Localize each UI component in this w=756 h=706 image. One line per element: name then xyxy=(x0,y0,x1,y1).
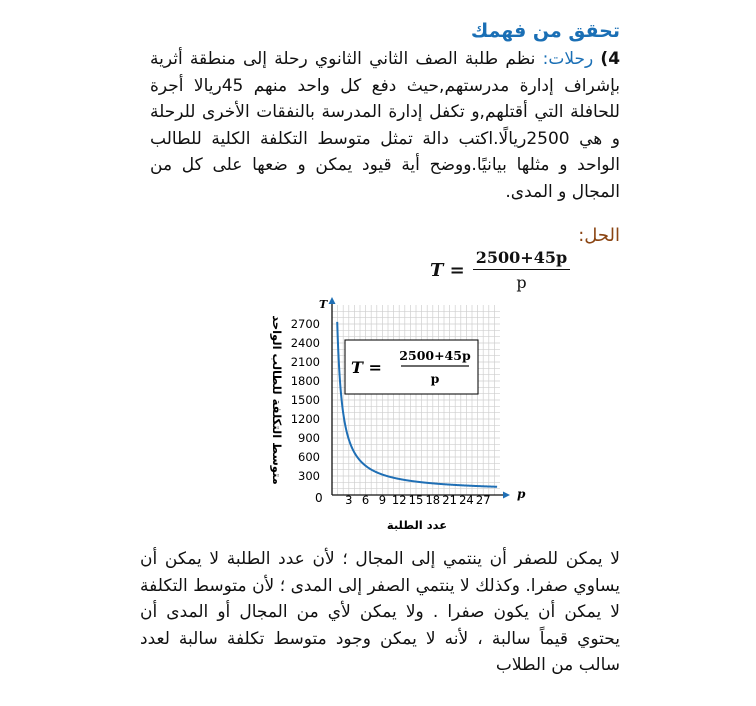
formula-fraction xyxy=(473,248,570,292)
solution-label: الحل: xyxy=(578,225,620,246)
x-tick-label: 27 xyxy=(475,493,491,507)
legend-formula-lhs: T = xyxy=(351,358,382,377)
y-tick-label: 2700 xyxy=(290,317,320,331)
solution-formula xyxy=(430,248,570,292)
x-tick-label: 6 xyxy=(361,493,370,507)
legend-formula-denominator: p xyxy=(430,371,440,386)
x-tick-label: 24 xyxy=(459,493,474,507)
x-tick-label: 15 xyxy=(408,493,424,507)
formula-denominator: p xyxy=(516,273,527,292)
problem-text: نظم طلبة الصف الثاني الثانوي رحلة إلى منطقة أثرية بإشراف إدارة مدرستهم,حيث دفع كل واحد منهم 45ريالا أجرة للحافلة التي أقتلهم,و تكفل إدارة المدرسة بالنفقات الأخرى للرحلة و هي 2500ريالًا.اكتب دالة تمثل متوسط التكلفة الكلية للطالب الواحد و مثلها بيانيًا.ووضح أية قيود يمكن و ضعها على كل من المجال و المدى. xyxy=(150,49,620,202)
chart-svg xyxy=(255,296,530,536)
x-tick-label: 18 xyxy=(425,493,441,507)
x-axis-symbol: p xyxy=(517,487,526,501)
y-tick-label: 2100 xyxy=(290,355,320,369)
x-tick-label: 12 xyxy=(391,493,407,507)
formula-lhs: T = xyxy=(430,259,465,281)
formula-numerator: 2500+45p xyxy=(473,248,570,270)
y-tick-label: 900 xyxy=(298,431,320,445)
origin-label: 0 xyxy=(315,491,323,505)
y-tick-label: 300 xyxy=(298,469,320,483)
problem-statement xyxy=(150,46,620,205)
answer-text: لا يمكن للصفر أن ينتمي إلى المجال ؛ لأن عدد الطلبة لا يمكن أن يساوي صفرا. وكذلك لا ينتمي الصفر إلى المدى ؛ لأن متوسط التكلفة لا يمكن أن يكون صفرا . ولا يمكن لأي من المجال أو المدى أن يحتوي قيماً سالبة ، لأنه لا يمكن وجود متوسط تكلفة سالبة لعدد سالب من الطلاب xyxy=(140,549,620,675)
y-axis-title: متوسط التكلفة للطالب الواحد xyxy=(270,315,284,485)
y-tick-label: 2400 xyxy=(290,336,320,350)
section-heading: تحقق من فهمك xyxy=(470,20,620,42)
x-tick-label: 3 xyxy=(345,493,353,507)
problem-number: 4) xyxy=(600,49,621,69)
x-axis-arrow xyxy=(503,492,510,499)
legend-formula-numerator: 2500+45p xyxy=(399,348,471,363)
x-tick-label: 21 xyxy=(442,493,457,507)
x-axis-title: عدد الطلبة xyxy=(386,518,448,532)
y-tick-label: 1500 xyxy=(290,393,320,407)
y-axis-symbol: T xyxy=(319,298,328,311)
y-tick-label: 1200 xyxy=(290,412,320,426)
y-tick-label: 600 xyxy=(298,450,320,464)
problem-label: رحلات: xyxy=(542,49,594,69)
x-tick-label: 9 xyxy=(378,493,387,507)
cost-chart xyxy=(255,296,530,536)
y-axis-arrow xyxy=(329,297,336,304)
y-tick-label: 1800 xyxy=(290,374,320,388)
